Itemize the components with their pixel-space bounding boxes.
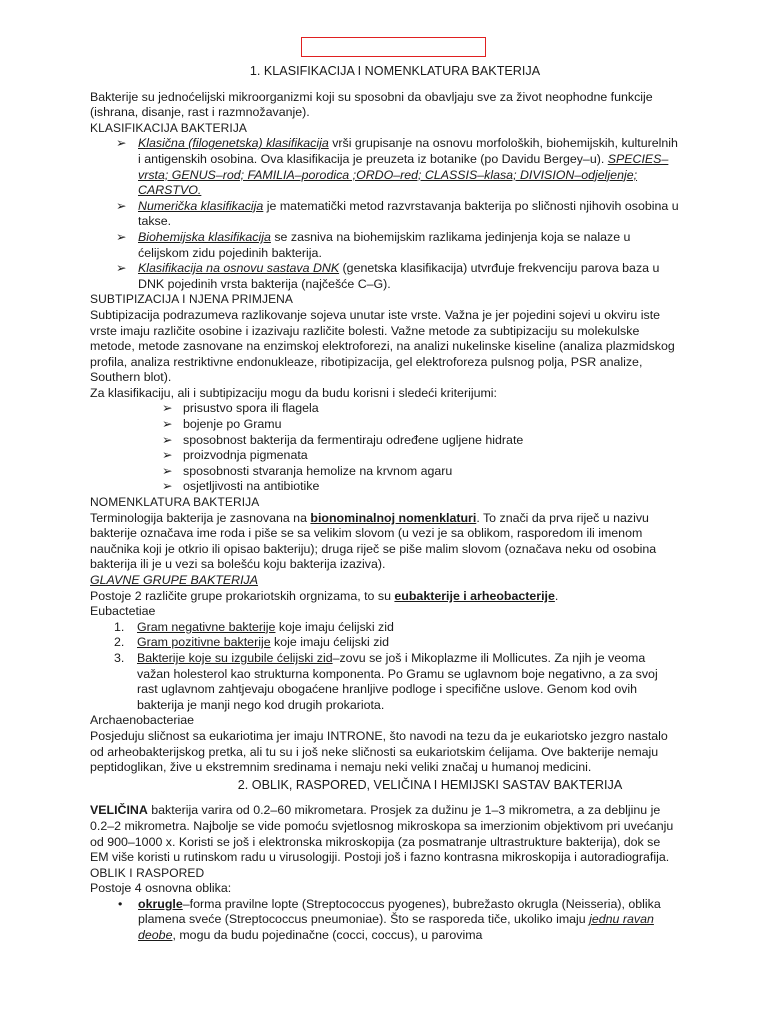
chapter-title-2: 2. OBLIK, RASPORED, VELIČINA I HEMIJSKI SASTAV BAKTERIJA — [237, 777, 623, 792]
heading-glavne-grupe: GLAVNE GRUPE BAKTERIJA — [90, 573, 259, 587]
arrow-bullet-icon: ➢ — [162, 401, 173, 416]
groups-paragraph: Postoje 2 različite grupe prokariotskih orgnizama, to su eubakterije i arheobacterije. — [90, 588, 559, 603]
list-item: 1. Gram negativne bakterije koje imaju ćelijski zid — [114, 619, 394, 634]
subtip-paragraph: Subtipizacija podrazumeva razlikovanje sojeva unutar iste vrste. Važna je jer pojedini sojevi u okviru iste vrste imaju različite osobine i izazivaju različite bolesti. Važne metode za subtipizaciju su molekulske metode, metode zasnovane na enzimskoj elektroforezi, na analizi nukelinske kiseline (analiza plazmidskog profila, analiza restriktivne endonukleaze, ribotipizacija, gel elektroforeza pulsnog polja, PSR analize, Southern blot). — [90, 307, 675, 385]
highlight-box — [301, 37, 486, 57]
arrow-bullet-icon: ➢ — [116, 198, 127, 213]
velicina-paragraph: VELIČINA bakterija varira od 0.2–60 mikrometara. Prosjek za dužinu je 1–3 mikrometra, a za debljinu je 0.2–2 mikrometra. Najbolje se vide pomoću svjetlosnog mikroskopa sa imerzionim objektivom pri uvećanju od 900–1000 x. Koristi se još i elektronska mikroskopija (za posmatranje ultrastrukture bakterija), dok se EM više koristi u rutinskom radu u virusologiji. Postoji još i fazno kontrasna mikroskopija i autoradiografija. — [90, 803, 674, 865]
arrow-bullet-icon: ➢ — [162, 463, 173, 478]
list-item: 2. Gram pozitivne bakterije koje imaju ćelijski zid — [114, 635, 390, 650]
arrow-bullet-icon: ➢ — [116, 136, 127, 151]
subheading-archaea: Archaenobacteriae — [90, 713, 195, 728]
subheading-eubacteriae: Eubactetiae — [90, 604, 156, 619]
list-item: ➢ Klasifikacija na osnovu sastava DNK (genetska klasifikacija) utvrđuje frekvenciju parova baza u DNK pojedinih vrsta bakterija (najčešće C–G). — [116, 261, 660, 291]
chapter-title-1: 1. KLASIFIKACIJA I NOMENKLATURA BAKTERIJA — [249, 64, 541, 78]
arrow-bullet-icon: ➢ — [162, 448, 173, 463]
list-item: ➢ Numerička klasifikacija je matematički metod razvrstavanja bakterija po sličnosti njihovih osobina u takse. — [116, 198, 679, 229]
list-item: ➢ proizvodnja pigmenata — [162, 448, 308, 463]
document-body — [90, 62, 680, 944]
list-item: ➢ Klasična (filogenetska) klasifikacija vrši grupisanje na osnovu morfoloških, biohemijskih, kulturelnih i antigenskih osobina. Ova klasifikacija je preuzeta iz botanike (po Davidu Bergey–u). SPECIES–vrsta; GENUS–rod; FAMILIA–porodica ;ORDO–red; CLASSIS–klasa; DIVISION–odjeljenje; CARSTVO. — [116, 136, 678, 198]
arrow-bullet-icon: ➢ — [116, 229, 127, 244]
nomenklatura-paragraph: Terminologija bakterija je zasnovana na bionominalnoj nomenklaturi. To znači da prva riječ u nazivu bakterije označava ime roda i piše se sa velikim slovom (u vezi je sa oblikom, rasporedom ili imenom naučnika koji je otkrio ili opisao bakteriju); druga riječ se piše malim slovom (označava neku od osobina bakterija ili je u vezi sa bolešću koju bakterija izaziva). — [90, 510, 657, 572]
term: Biohemijska klasifikacija — [138, 229, 271, 244]
list-item: ➢ bojenje po Gramu — [162, 417, 282, 432]
heading-klasifikacija: KLASIFIKACIJA BAKTERIJA — [90, 120, 248, 135]
archaea-paragraph: Posjeduju sličnost sa eukariotima jer imaju INTRONE, što navodi na tezu da je eukariotsko jezgro nastalo od arheobakterijskog pretka, ali tu su i još neke sličnosti sa eukariotskim ćelijama. Ove bakterije nemaju peptidoglikan, žive u ekstremnim sredinama i nemaju neki veliki značaj u humanoj medicini. — [90, 728, 668, 775]
taxonomy-ranks: SPECIES–vrsta; GENUS–rod; FAMILIA–porodica ;ORDO–red; CLASSIS–klasa; DIVISION–odjeljenje; CARSTVO. — [138, 151, 669, 198]
heading-nomenklatura: NOMENKLATURA BAKTERIJA — [90, 495, 260, 510]
bullet-icon: • — [118, 896, 123, 911]
criteria-intro: Za klasifikaciju, ali i subtipizaciju mogu da budu korisni i sledeći kriterijumi: — [90, 385, 497, 400]
term: Klasifikacija na osnovu sastava DNK — [138, 261, 340, 276]
heading-subtipizacija: SUBTIPIZACIJA I NJENA PRIMJENA — [90, 292, 294, 307]
list-item: ➢ sposobnosti stvaranja hemolize na krvnom agaru — [162, 463, 453, 478]
heading-oblik: OBLIK I RASPORED — [90, 865, 205, 880]
arrow-bullet-icon: ➢ — [162, 417, 173, 432]
arrow-bullet-icon: ➢ — [162, 479, 173, 494]
arrow-bullet-icon: ➢ — [116, 261, 127, 276]
list-item: ➢ sposobnost bakterija da fermentiraju određene ugljene hidrate — [162, 432, 524, 447]
list-item: ➢ osjetljivosti na antibiotike — [162, 479, 320, 494]
oblik-intro: Postoje 4 osnovna oblika: — [90, 881, 232, 896]
list-item: 3. Bakterije koje su izgubile ćelijski zid–zovu se još i Mikoplazme ili Mollicutes. Za njih je veoma važan holesterol kao strukturna komponenta. Po Gramu se uglavnom boje negativno, a za svoj rast uglavnom zahtjevaju obogaćene hranljive podloge i specifične uslove. Genom kod ovih bakterija je manji nego kod drugih prokariota. — [114, 650, 658, 712]
term: Klasična (filogenetska) klasifikacija — [138, 136, 329, 151]
term: Numerička klasifikacija — [138, 198, 264, 213]
intro-paragraph: Bakterije su jednoćelijski mikroorganizmi koji su sposobni da obavljaju sve za život neophodne funkcije (ishrana, disanje, rast i razmnožavanje). — [90, 89, 653, 120]
arrow-bullet-icon: ➢ — [162, 432, 173, 447]
list-item: ➢ prisustvo spora ili flagela — [162, 401, 319, 416]
list-item: ➢ Biohemijska klasifikacija se zasniva na biohemijskim razlikama jedinjenja koja se nalaze u ćelijskom zidu pojedinih bakterija. — [116, 229, 631, 260]
list-item: • okrugle–forma pravilne lopte (Streptococcus pyogenes), bubrežasto okrugla (Neisseria), oblika plamena sveće (Streptococcus pneumoniae). Što se rasporeda tiče, ukoliko imaju jednu ravan deobe, mogu da budu pojedinačne (cocci, coccus), u parovima — [118, 896, 661, 943]
